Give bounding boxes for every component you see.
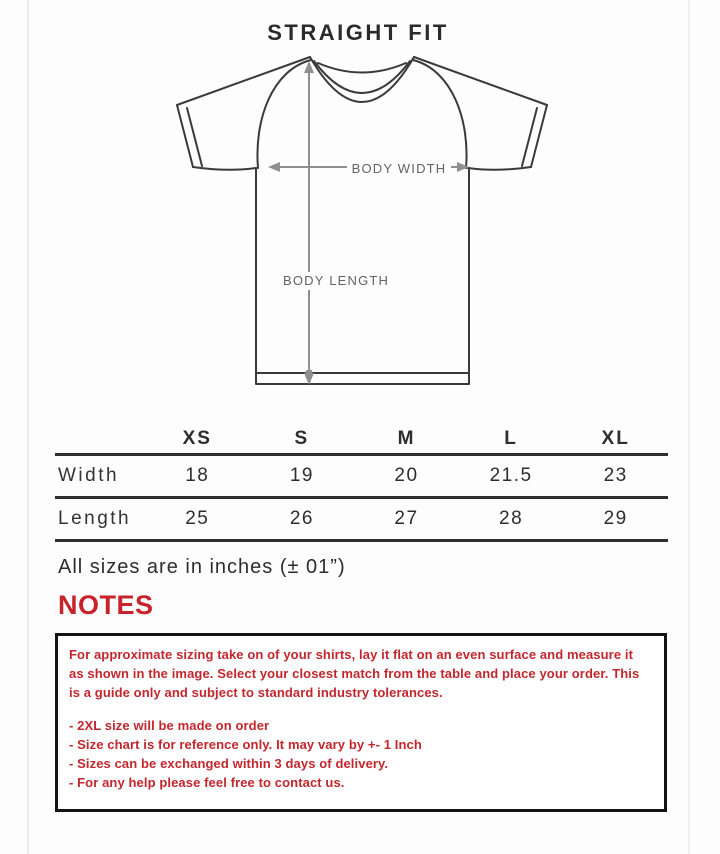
body-width-label: BODY WIDTH xyxy=(351,161,447,176)
table-row-length xyxy=(55,499,668,542)
notes-bullet-contact: - For any help please feel free to contact us. xyxy=(69,775,345,790)
notes-bullet-reference: - Size chart is for reference only. It may vary by +- 1 Inch xyxy=(69,737,422,752)
row-label-length: Length xyxy=(58,508,132,529)
width-l: 21.5 xyxy=(489,465,533,486)
size-col-xl: XL xyxy=(601,427,630,449)
notes-bullet-exchange: - Sizes can be exchanged within 3 days of delivery. xyxy=(69,756,389,771)
length-l: 28 xyxy=(499,508,524,529)
length-xl: 29 xyxy=(603,508,628,529)
length-m: 27 xyxy=(394,508,419,529)
size-col-l: L xyxy=(504,427,518,449)
length-s: 26 xyxy=(289,508,314,529)
body-length-arrow xyxy=(304,61,314,385)
width-xl: 23 xyxy=(603,465,628,486)
notes-heading: NOTES xyxy=(58,590,154,620)
notes-paragraph: For approximate sizing take on of your shirts, lay it flat on an even surface and measure it as shown in the image. Select your closest match from the table and place your order. This is a guide only and subject to standard industry tolerances. xyxy=(69,647,640,700)
notes-bullet-list xyxy=(69,716,646,792)
notes-bullet-2xl: - 2XL size will be made on order xyxy=(69,718,270,733)
notes-box xyxy=(55,633,667,812)
size-col-xs: XS xyxy=(182,427,212,449)
units-note: All sizes are in inches (± 01”) xyxy=(58,556,346,578)
tshirt-diagram xyxy=(0,50,720,400)
width-s: 19 xyxy=(289,465,314,486)
width-xs: 18 xyxy=(185,465,210,486)
page-title: STRAIGHT FIT xyxy=(267,20,449,45)
size-table-header-row xyxy=(55,424,668,456)
body-length-label: BODY LENGTH xyxy=(280,272,392,290)
table-row-width xyxy=(55,456,668,499)
tshirt-outline xyxy=(177,57,547,384)
row-label-width: Width xyxy=(58,465,120,486)
width-m: 20 xyxy=(394,465,419,486)
size-col-s: S xyxy=(294,427,310,449)
size-table xyxy=(55,424,668,542)
length-xs: 25 xyxy=(185,508,210,529)
size-col-m: M xyxy=(397,427,416,449)
